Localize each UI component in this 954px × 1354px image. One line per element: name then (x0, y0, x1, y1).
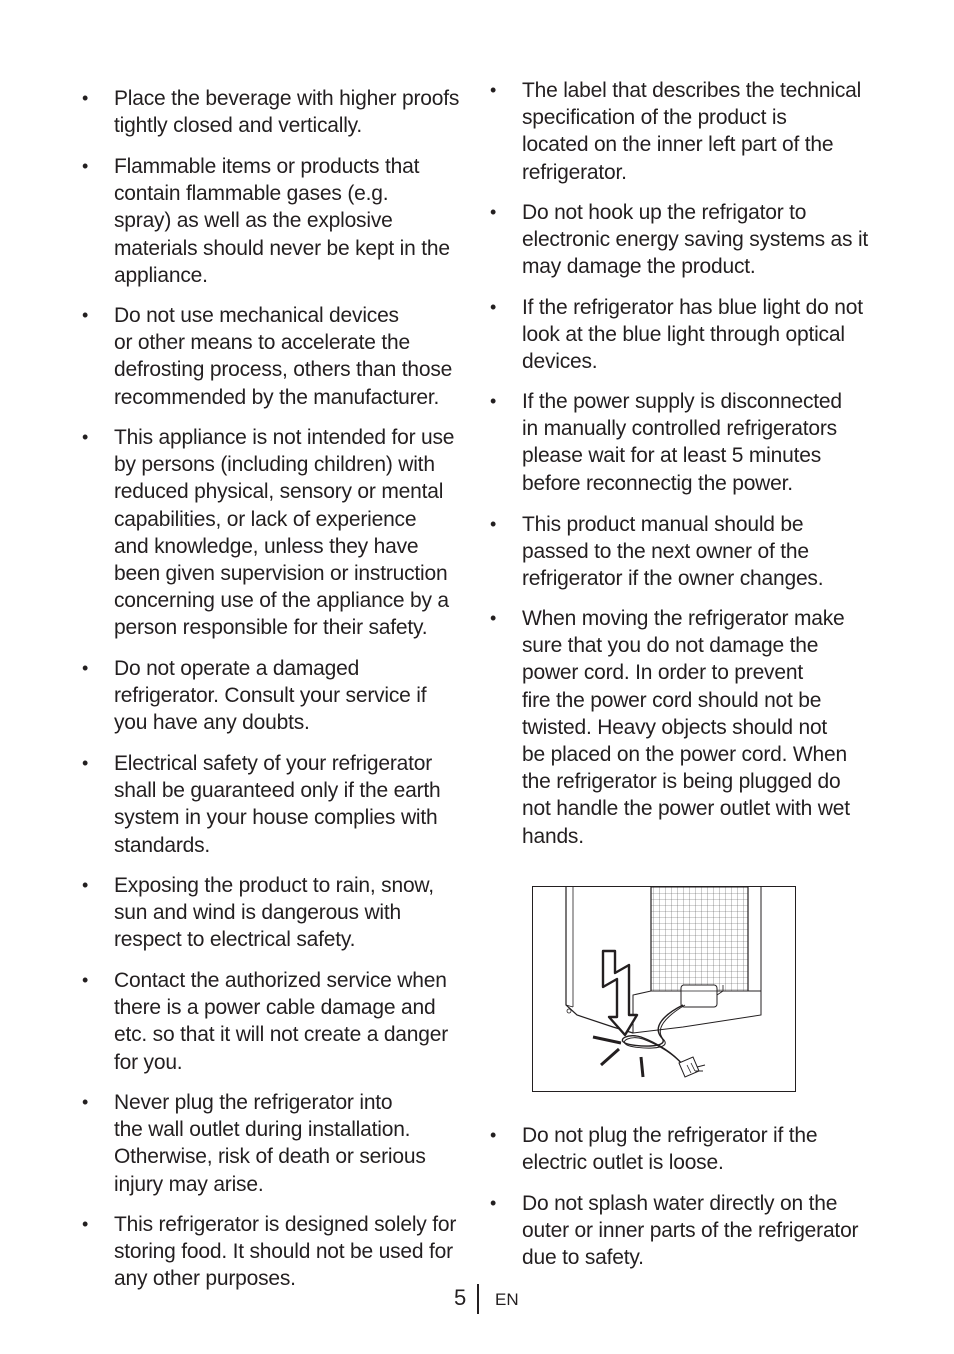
page-footer (0, 1284, 954, 1316)
bullet-dot: • (82, 875, 89, 895)
bullet-dot: • (82, 88, 89, 108)
bullet-item (82, 424, 454, 642)
bullet-item (490, 199, 868, 281)
motion-lines (593, 1037, 643, 1077)
bullet-text: If the power supply is disconnected in manually controlled refrigerators please wait for at least 5 minutes before reconnectig the power. (522, 390, 842, 495)
bullet-dot: • (490, 608, 497, 628)
page-number: 5 (454, 1285, 467, 1310)
bullet-item (490, 511, 823, 593)
bullet-text: Place the beverage with higher proofs tightly closed and vertically. (114, 87, 460, 138)
bullet-dot: • (490, 391, 497, 411)
power-cord-illustration (532, 886, 796, 1092)
bullet-dot: • (490, 1193, 497, 1213)
bullet-text: The label that describes the technical specification of the product is located on the inner left part of the refrigerator. (522, 79, 862, 184)
refrigerator-drawing (533, 887, 794, 1090)
bullet-item (82, 302, 452, 411)
bullet-dot: • (490, 80, 497, 100)
bullet-item (490, 605, 850, 850)
bullet-text: This appliance is not intended for use by persons (including children) with reduced physical, sensory or mental capabilities, or lack of experience and knowledge, unless they have been given supervision or instruction concerning use of the appliance by a person responsible for their safety. (114, 426, 455, 640)
bullet-item (82, 967, 448, 1076)
bullet-text: Do not splash water directly on the outer or inner parts of the refrigerator due to safety. (522, 1192, 859, 1270)
bullet-dot: • (82, 427, 89, 447)
bullet-item (82, 85, 459, 139)
bullet-dot: • (490, 202, 497, 222)
bullet-dot: • (82, 970, 89, 990)
bullet-dot: • (490, 297, 497, 317)
bullet-text: Do not hook up the refrigator to electronic energy saving systems as it may damage the product. (522, 201, 869, 279)
plug-icon (679, 1057, 705, 1077)
bullet-dot: • (490, 1125, 497, 1145)
bullet-item (490, 294, 863, 376)
language-code: EN (495, 1290, 519, 1309)
refrigerator-body (566, 887, 761, 1033)
bullet-text: Electrical safety of your refrigerator shall be guaranteed only if the earth system in your house complies with standards. (114, 752, 441, 857)
bullet-dot: • (82, 658, 89, 678)
bullet-text: Flammable items or products that contain flammable gases (e.g. spray) as well as the explosive materials should never be kept in the appliance. (114, 155, 450, 287)
bullet-text: Do not operate a damaged refrigerator. Consult your service if you have any doubts. (114, 657, 427, 735)
bullet-item (490, 1122, 817, 1176)
bullet-dot: • (490, 514, 497, 534)
bullet-dot: • (82, 1214, 89, 1234)
bullet-text: Exposing the product to rain, snow, sun and wind is dangerous with respect to electrical safety. (114, 874, 434, 952)
bullet-item (82, 1089, 426, 1198)
bullet-text: This product manual should be passed to the next owner of the refrigerator if the owner changes. (522, 513, 824, 591)
bullet-item (82, 1211, 456, 1293)
bullet-dot: • (82, 753, 89, 773)
bullet-text: Do not use mechanical devices or other means to accelerate the defrosting process, others than those recommended by the manufacturer. (114, 304, 453, 409)
bullet-text: This refrigerator is designed solely for storing food. It should not be used for any other purposes. (114, 1213, 457, 1291)
bullet-text: When moving the refrigerator make sure that you do not damage the power cord. In order to prevent fire the power cord should not be twisted. Heavy objects should not be placed on the power cord. When the refrigerator is being plugged do not handle the power outlet with wet hands. (522, 607, 850, 848)
bullet-text: Never plug the refrigerator into the wall outlet during installation. Otherwise, risk of death or serious injury may arise. (114, 1091, 426, 1196)
bullet-item (82, 153, 450, 289)
footer-divider (477, 1284, 479, 1314)
bullet-item (82, 750, 441, 859)
bullet-dot: • (82, 305, 89, 325)
warning-arrow-icon (603, 951, 637, 1035)
bullet-item (82, 872, 434, 954)
bullet-item (490, 388, 842, 497)
bullet-item (490, 1190, 858, 1272)
bullet-item (490, 77, 861, 186)
bullet-item (82, 655, 426, 737)
bullet-text: Do not plug the refrigerator if the electric outlet is loose. (522, 1124, 818, 1175)
bullet-dot: • (82, 156, 89, 176)
bullet-text: Contact the authorized service when there is a power cable damage and etc. so that it will not create a danger for you. (114, 969, 449, 1074)
bullet-text: If the refrigerator has blue light do not look at the blue light through optical devices. (522, 296, 863, 374)
bullet-dot: • (82, 1092, 89, 1112)
